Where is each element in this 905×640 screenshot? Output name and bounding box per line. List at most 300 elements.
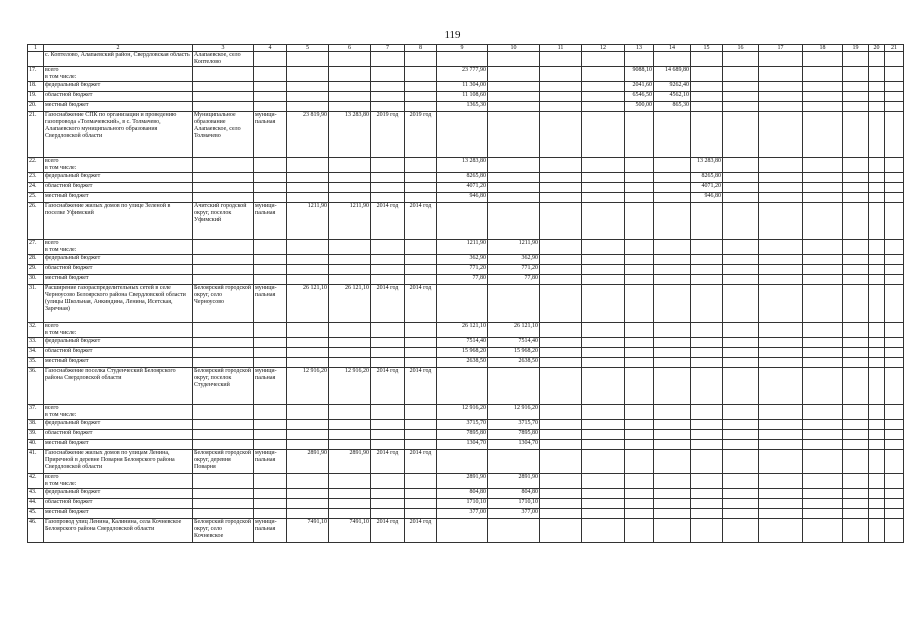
table-cell: муници-пальная [254, 368, 287, 405]
table-cell [488, 519, 540, 543]
table-cell [287, 92, 329, 102]
table-cell: 865,30 [654, 102, 691, 112]
row-number-cell: 29. [28, 265, 44, 275]
table-cell: 1211,90 [437, 240, 488, 255]
table-cell [803, 52, 843, 67]
table-cell [329, 82, 371, 92]
table-cell [869, 265, 885, 275]
table-cell [193, 440, 254, 450]
row-number-cell: 32. [28, 323, 44, 338]
table-cell [803, 112, 843, 158]
table-cell [759, 265, 803, 275]
table-cell [193, 323, 254, 338]
table-cell [254, 323, 287, 338]
table-cell [869, 240, 885, 255]
table-cell [654, 112, 691, 158]
table-cell [803, 499, 843, 509]
table-cell [488, 92, 540, 102]
table-row [28, 348, 904, 358]
row-number-cell: 38. [28, 420, 44, 430]
table-cell [654, 499, 691, 509]
table-cell [654, 203, 691, 240]
table-cell [254, 265, 287, 275]
table-cell [869, 52, 885, 67]
table-cell [654, 440, 691, 450]
table-cell [885, 183, 904, 193]
table-cell [193, 405, 254, 420]
table-cell [885, 203, 904, 240]
table-cell [582, 275, 625, 285]
table-cell [488, 183, 540, 193]
table-cell: местный бюджет [44, 358, 193, 368]
table-cell [803, 358, 843, 368]
table-cell [843, 348, 869, 358]
table-cell [625, 450, 654, 474]
table-row [28, 158, 904, 173]
table-cell [405, 489, 437, 499]
table-cell [759, 509, 803, 519]
table-cell [869, 203, 885, 240]
table-cell [488, 285, 540, 323]
table-cell [885, 255, 904, 265]
table-cell [654, 368, 691, 405]
table-cell [193, 430, 254, 440]
table-cell: областной бюджет [44, 265, 193, 275]
table-cell: 77,80 [488, 275, 540, 285]
table-cell [843, 368, 869, 405]
table-cell [582, 509, 625, 519]
table-cell [405, 405, 437, 420]
table-cell [843, 358, 869, 368]
table-cell [654, 183, 691, 193]
table-cell [869, 489, 885, 499]
table-row [28, 285, 904, 323]
table-cell [254, 82, 287, 92]
table-cell [371, 405, 405, 420]
table-cell [869, 158, 885, 173]
header-cell: 5 [287, 45, 329, 52]
table-cell: 2014 год [371, 450, 405, 474]
table-cell [759, 440, 803, 450]
table-cell [885, 275, 904, 285]
table-cell: 2014 год [405, 519, 437, 543]
table-cell [540, 203, 582, 240]
table-cell: 9262,40 [654, 82, 691, 92]
table-cell [885, 285, 904, 323]
table-cell [254, 240, 287, 255]
table-cell [759, 368, 803, 405]
table-cell: муници-пальная [254, 285, 287, 323]
table-cell [885, 240, 904, 255]
table-cell [803, 203, 843, 240]
row-number-cell: 18. [28, 82, 44, 92]
table-cell [582, 112, 625, 158]
table-cell: 7491,10 [329, 519, 371, 543]
table-cell [759, 323, 803, 338]
table-cell [625, 323, 654, 338]
table-row [28, 265, 904, 275]
table-cell: 3715,70 [437, 420, 488, 430]
table-cell: 2041,60 [625, 82, 654, 92]
table-cell [691, 203, 723, 240]
table-cell [254, 173, 287, 183]
table-cell [843, 183, 869, 193]
table-cell [723, 405, 759, 420]
table-cell [405, 240, 437, 255]
table-cell [582, 92, 625, 102]
table-cell [254, 420, 287, 430]
table-cell [803, 102, 843, 112]
table-cell [405, 275, 437, 285]
table-cell [759, 275, 803, 285]
table-cell: 1211,90 [287, 203, 329, 240]
table-cell [582, 489, 625, 499]
table-cell [193, 82, 254, 92]
table-cell [254, 67, 287, 82]
table-row [28, 338, 904, 348]
table-cell [803, 405, 843, 420]
table-cell [885, 499, 904, 509]
table-cell [843, 405, 869, 420]
table-cell [193, 489, 254, 499]
table-cell [540, 255, 582, 265]
header-cell: 15 [691, 45, 723, 52]
table-cell [540, 240, 582, 255]
row-number-cell: 20. [28, 102, 44, 112]
table-cell [803, 348, 843, 358]
table-cell [371, 338, 405, 348]
table-cell [885, 92, 904, 102]
table-cell [869, 285, 885, 323]
table-cell [759, 430, 803, 440]
table-cell [803, 420, 843, 430]
table-cell [287, 67, 329, 82]
table-cell: местный бюджет [44, 102, 193, 112]
table-cell [287, 338, 329, 348]
table-row [28, 112, 904, 158]
table-row [28, 519, 904, 543]
table-cell [625, 430, 654, 440]
table-cell [329, 158, 371, 173]
table-cell [759, 102, 803, 112]
table-cell [254, 509, 287, 519]
table-cell [254, 102, 287, 112]
table-row [28, 52, 904, 67]
table-cell: Белоярский городской округ, село Черноусово [193, 285, 254, 323]
table-cell [691, 430, 723, 440]
table-cell [371, 275, 405, 285]
table-cell: всего в том числе: [44, 240, 193, 255]
table-cell: всего в том числе: [44, 67, 193, 82]
table-cell [329, 440, 371, 450]
table-cell [540, 102, 582, 112]
table-cell [254, 440, 287, 450]
table-cell [654, 430, 691, 440]
table-cell [723, 193, 759, 203]
table-cell [691, 275, 723, 285]
table-row [28, 255, 904, 265]
table-cell [759, 52, 803, 67]
table-cell [654, 405, 691, 420]
table-row [28, 499, 904, 509]
table-cell: 4562,10 [654, 92, 691, 102]
table-cell [488, 82, 540, 92]
table-cell [193, 509, 254, 519]
budget-table [27, 44, 904, 543]
table-cell [654, 275, 691, 285]
table-cell [371, 193, 405, 203]
table-cell [405, 430, 437, 440]
header-cell: 3 [193, 45, 254, 52]
table-cell: 771,20 [488, 265, 540, 275]
table-cell: 500,00 [625, 102, 654, 112]
table-cell [625, 265, 654, 275]
table-cell: 1304,70 [437, 440, 488, 450]
table-cell: с. Коптелово, Алапаевский район, Свердловская область [44, 52, 193, 67]
table-cell: 26 121,10 [329, 285, 371, 323]
table-cell [371, 158, 405, 173]
table-cell: 7514,40 [488, 338, 540, 348]
table-cell [723, 52, 759, 67]
table-cell [869, 450, 885, 474]
table-cell: 2014 год [405, 450, 437, 474]
table-cell [843, 440, 869, 450]
table-cell [843, 173, 869, 183]
table-cell [759, 255, 803, 265]
table-cell [437, 450, 488, 474]
table-row [28, 405, 904, 420]
table-cell [329, 509, 371, 519]
table-cell [437, 519, 488, 543]
table-cell [654, 240, 691, 255]
table-cell [405, 173, 437, 183]
table-cell [843, 489, 869, 499]
table-cell [885, 430, 904, 440]
table-cell [885, 450, 904, 474]
table-cell: муници-пальная [254, 519, 287, 543]
table-cell [540, 183, 582, 193]
table-cell: Газоснабжение СПК по организации и проведению газопровода «Толмачевский», в с. Толмачево, Алапаевского муниципального образования Свердловской области [44, 112, 193, 158]
table-cell [803, 519, 843, 543]
table-cell [540, 405, 582, 420]
table-body [28, 45, 904, 543]
table-cell: Газоснабжение жилых домов по улицам Ленина, Приречной в деревне Поварня Белоярского района Свердловской области [44, 450, 193, 474]
table-cell [371, 358, 405, 368]
table-cell: 15 968,20 [488, 348, 540, 358]
table-cell [405, 255, 437, 265]
table-cell [582, 338, 625, 348]
table-row [28, 430, 904, 440]
table-cell: областной бюджет [44, 92, 193, 102]
table-cell [869, 405, 885, 420]
table-row [28, 489, 904, 499]
table-cell [582, 358, 625, 368]
table-cell [691, 323, 723, 338]
table-cell [654, 193, 691, 203]
table-cell [254, 52, 287, 67]
table-cell [329, 499, 371, 509]
row-number-cell: 17. [28, 67, 44, 82]
table-cell [371, 323, 405, 338]
table-cell [654, 52, 691, 67]
table-cell [254, 158, 287, 173]
page-number: 119 [444, 29, 461, 41]
table-cell [287, 265, 329, 275]
table-cell: областной бюджет [44, 348, 193, 358]
table-cell [625, 52, 654, 67]
table-cell [437, 52, 488, 67]
table-cell [488, 102, 540, 112]
table-cell: 6546,50 [625, 92, 654, 102]
table-cell [625, 338, 654, 348]
table-cell [691, 499, 723, 509]
table-cell [625, 285, 654, 323]
table-cell [691, 348, 723, 358]
table-cell: 2019 год [371, 112, 405, 158]
row-number-cell: 46. [28, 519, 44, 543]
table-cell [488, 158, 540, 173]
table-row [28, 193, 904, 203]
table-cell: всего в том числе: [44, 474, 193, 489]
table-cell [885, 338, 904, 348]
table-cell [691, 285, 723, 323]
table-cell [488, 450, 540, 474]
table-cell: местный бюджет [44, 440, 193, 450]
table-cell [254, 405, 287, 420]
table-cell [723, 275, 759, 285]
table-cell [540, 275, 582, 285]
table-cell [405, 193, 437, 203]
row-number-cell: 26. [28, 203, 44, 240]
table-cell [329, 430, 371, 440]
table-cell [582, 158, 625, 173]
table-cell [371, 67, 405, 82]
table-cell [540, 323, 582, 338]
table-cell [759, 338, 803, 348]
table-cell [540, 489, 582, 499]
table-cell [254, 430, 287, 440]
table-cell: 4071,20 [437, 183, 488, 193]
table-cell [625, 358, 654, 368]
table-cell [759, 450, 803, 474]
table-cell [582, 240, 625, 255]
table-cell: федеральный бюджет [44, 255, 193, 265]
table-cell [723, 67, 759, 82]
table-cell [723, 368, 759, 405]
table-cell: муници-пальная [254, 450, 287, 474]
table-cell: местный бюджет [44, 509, 193, 519]
table-cell [723, 112, 759, 158]
table-cell [869, 474, 885, 489]
table-cell [803, 173, 843, 183]
table-cell [193, 255, 254, 265]
table-cell [371, 82, 405, 92]
header-cell: 16 [723, 45, 759, 52]
table-cell [723, 474, 759, 489]
table-cell [582, 52, 625, 67]
table-cell [405, 358, 437, 368]
row-number-cell: 41. [28, 450, 44, 474]
table-cell: 9088,10 [625, 67, 654, 82]
table-cell [371, 420, 405, 430]
table-cell: Газоснабжение жилых домов по улице Зеленой в поселке Уфимский [44, 203, 193, 240]
table-cell: местный бюджет [44, 275, 193, 285]
table-cell: 2019 год [405, 112, 437, 158]
table-cell: 377,00 [437, 509, 488, 519]
table-cell [723, 450, 759, 474]
table-cell [803, 82, 843, 92]
table-cell [625, 519, 654, 543]
table-cell [625, 255, 654, 265]
table-cell [625, 489, 654, 499]
table-cell [654, 255, 691, 265]
table-cell [625, 193, 654, 203]
table-cell [625, 203, 654, 240]
table-cell [803, 158, 843, 173]
table-cell [885, 112, 904, 158]
table-cell [193, 92, 254, 102]
table-cell [803, 275, 843, 285]
table-cell: Белоярский городской округ, поселок Студенческий [193, 368, 254, 405]
table-cell [371, 240, 405, 255]
table-cell [869, 193, 885, 203]
table-cell [654, 474, 691, 489]
table-cell [759, 82, 803, 92]
table-cell [803, 338, 843, 348]
table-cell [654, 450, 691, 474]
table-cell [654, 338, 691, 348]
table-cell [582, 368, 625, 405]
table-cell: 11 108,60 [437, 92, 488, 102]
table-cell [691, 358, 723, 368]
table-cell [723, 203, 759, 240]
table-cell: Ачитский городской округ, поселок Уфимский [193, 203, 254, 240]
table-cell [843, 420, 869, 430]
table-cell [329, 52, 371, 67]
table-cell [582, 420, 625, 430]
table-cell: федеральный бюджет [44, 420, 193, 430]
table-cell [843, 519, 869, 543]
table-cell [329, 275, 371, 285]
table-cell [691, 440, 723, 450]
table-cell: 26 121,10 [437, 323, 488, 338]
table-cell [869, 112, 885, 158]
table-cell [723, 173, 759, 183]
table-cell: 12 916,20 [488, 405, 540, 420]
table-cell [405, 82, 437, 92]
table-cell [691, 102, 723, 112]
table-cell [405, 67, 437, 82]
table-cell [405, 474, 437, 489]
table-cell [329, 183, 371, 193]
table-cell [759, 193, 803, 203]
table-cell [371, 255, 405, 265]
table-cell [843, 52, 869, 67]
table-cell [759, 173, 803, 183]
table-cell [843, 255, 869, 265]
table-cell [654, 519, 691, 543]
table-cell: 804,80 [488, 489, 540, 499]
table-cell [843, 338, 869, 348]
table-cell [193, 338, 254, 348]
table-cell: 2014 год [405, 203, 437, 240]
table-cell [759, 158, 803, 173]
row-number-cell: 40. [28, 440, 44, 450]
table-cell: 1365,30 [437, 102, 488, 112]
table-cell: 1710,10 [488, 499, 540, 509]
table-cell [254, 183, 287, 193]
table-cell: федеральный бюджет [44, 489, 193, 499]
